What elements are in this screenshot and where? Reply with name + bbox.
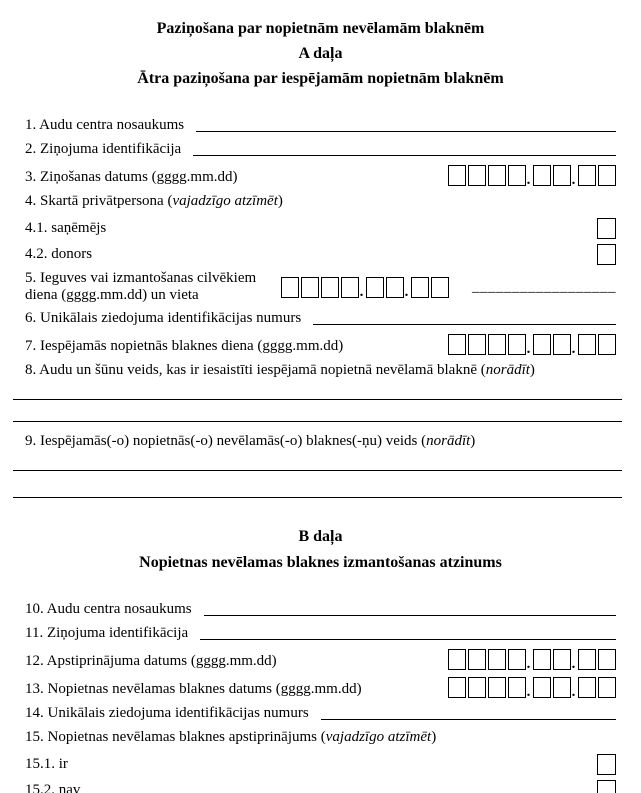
field-row-7 xyxy=(25,334,616,355)
checkbox-15-1[interactable] xyxy=(597,754,616,775)
date-digit-box[interactable] xyxy=(341,277,359,298)
date-input-boxes-13[interactable] xyxy=(448,677,616,698)
date-digit-box[interactable] xyxy=(301,277,319,298)
form-title: Paziņošana par nopietnām nevēlamām blaknēm xyxy=(156,20,485,37)
part-b-subtitle: Nopietnas nevēlamas blaknes izmantošanas atzinums xyxy=(139,554,502,571)
date-digit-box[interactable] xyxy=(598,334,616,355)
date-digit-box[interactable] xyxy=(468,165,486,186)
field-row-8 xyxy=(25,362,616,379)
date-separator-dot xyxy=(404,287,409,298)
date-digit-box[interactable] xyxy=(533,334,551,355)
date-digit-box[interactable] xyxy=(508,334,526,355)
date-digit-box[interactable] xyxy=(578,649,596,670)
field-label-15-2: 15.2. nav xyxy=(25,782,81,793)
field-label-13: 13. Nopietnas nevēlamas blaknes datums (gggg.mm.dd) xyxy=(25,681,362,697)
field-label-3: 3. Ziņošanas datums (gggg.mm.dd) xyxy=(25,169,238,185)
date-digit-box[interactable] xyxy=(386,277,404,298)
answer-line-8-2[interactable] xyxy=(13,421,622,422)
date-separator-dot xyxy=(571,344,576,355)
date-separator-dot xyxy=(359,287,364,298)
section-a-items xyxy=(25,117,616,498)
date-digit-box[interactable] xyxy=(411,277,429,298)
date-digit-box[interactable] xyxy=(281,277,299,298)
field-label-9: 9. Iespējamās(-o) nopietnās(-o) nevēlamās(-o) blaknes(-ņu) veids (norādīt) xyxy=(25,433,476,449)
date-digit-box[interactable] xyxy=(598,677,616,698)
date-digit-box[interactable] xyxy=(533,165,551,186)
field-row-15-1 xyxy=(25,754,616,775)
date-digit-box[interactable] xyxy=(553,165,571,186)
field-label-2: 2. Ziņojuma identifikācija xyxy=(25,141,182,157)
field-input-line-2[interactable] xyxy=(193,141,616,156)
field-row-13 xyxy=(25,677,616,698)
field-label-11: 11. Ziņojuma identifikācija xyxy=(25,625,189,641)
field-row-1 xyxy=(25,117,616,134)
checkbox-4-1[interactable] xyxy=(597,218,616,239)
date-digit-box[interactable] xyxy=(578,334,596,355)
answer-line-9-1[interactable] xyxy=(13,470,622,471)
date-input-boxes-5[interactable] xyxy=(281,277,449,298)
date-digit-box[interactable] xyxy=(508,649,526,670)
field-row-12 xyxy=(25,649,616,670)
field-row-9 xyxy=(25,433,616,450)
date-separator-dot xyxy=(526,344,531,355)
field-label-10: 10. Audu centra nosaukums xyxy=(25,601,192,617)
section-b-items xyxy=(25,601,616,793)
date-digit-box[interactable] xyxy=(508,677,526,698)
date-digit-box[interactable] xyxy=(598,649,616,670)
part-a-label: A daļa xyxy=(298,45,343,62)
date-digit-box[interactable] xyxy=(533,649,551,670)
field-input-line-1[interactable] xyxy=(196,117,616,132)
date-digit-box[interactable] xyxy=(448,334,466,355)
field-input-line-11[interactable] xyxy=(200,625,616,640)
field-label-9-italic: norādīt xyxy=(426,433,471,449)
field-row-3 xyxy=(25,165,616,186)
field-row-14 xyxy=(25,705,616,722)
field-row-4 xyxy=(25,193,616,210)
date-digit-box[interactable] xyxy=(578,165,596,186)
field-label-8: 8. Audu un šūnu veids, kas ir iesaistīti iespējamā nopietnā nevēlamā blaknē (norādīt) xyxy=(25,362,535,378)
field-label-1: 1. Audu centra nosaukums xyxy=(25,117,185,133)
date-input-boxes-7[interactable] xyxy=(448,334,616,355)
field-input-line-14[interactable] xyxy=(321,705,616,720)
field-label-7: 7. Iespējamās nopietnās blaknes diena (gggg.mm.dd) xyxy=(25,338,344,354)
field-label-15-italic: vajadzīgo atzīmēt xyxy=(325,729,432,745)
date-separator-dot xyxy=(526,175,531,186)
date-digit-box[interactable] xyxy=(598,165,616,186)
field-label-6: 6. Unikālais ziedojuma identifikācijas numurs xyxy=(25,310,302,326)
answer-line-8-1[interactable] xyxy=(13,399,622,400)
date-digit-box[interactable] xyxy=(431,277,449,298)
date-separator-dot xyxy=(571,687,576,698)
date-digit-box[interactable] xyxy=(553,677,571,698)
date-input-boxes-3[interactable] xyxy=(448,165,616,186)
date-digit-box[interactable] xyxy=(488,165,506,186)
field-row-11 xyxy=(25,625,616,642)
date-digit-box[interactable] xyxy=(508,165,526,186)
date-digit-box[interactable] xyxy=(321,277,339,298)
field-row-5 xyxy=(25,270,616,304)
field-label-15-1: 15.1. ir xyxy=(25,756,68,772)
field-label-4-italic: vajadzīgo atzīmēt xyxy=(172,193,278,209)
date-digit-box[interactable] xyxy=(468,649,486,670)
checkbox-4-2[interactable] xyxy=(597,244,616,265)
field-row-15-2 xyxy=(25,780,616,793)
date-digit-box[interactable] xyxy=(553,649,571,670)
date-separator-dot xyxy=(571,659,576,670)
section-a-header xyxy=(25,16,616,91)
section-b-header xyxy=(25,524,616,576)
date-digit-box[interactable] xyxy=(488,649,506,670)
field-label-5: 5. Ieguves vai izmantošanas cilvēkiem diena (gggg.mm.dd) un vieta xyxy=(25,270,257,303)
field-row-4-1 xyxy=(25,218,616,239)
field-label-4: 4. Skartā privātpersona (vajadzīgo atzīmēt) xyxy=(25,193,283,209)
place-write-in-line[interactable]: __________________ xyxy=(472,278,616,295)
date-digit-box[interactable] xyxy=(553,334,571,355)
field-label-15: 15. Nopietnas nevēlamas blaknes apstiprinājums (vajadzīgo atzīmēt) xyxy=(25,729,437,745)
answer-line-9-2[interactable] xyxy=(13,497,622,498)
field-label-4-2: 4.2. donors xyxy=(25,246,93,262)
date-separator-dot xyxy=(526,659,531,670)
field-row-4-2 xyxy=(25,244,616,265)
field-row-2 xyxy=(25,141,616,158)
part-a-subtitle: Ātra paziņošana par iespējamām nopietnām blaknēm xyxy=(137,70,504,87)
field-label-12: 12. Apstiprinājuma datums (gggg.mm.dd) xyxy=(25,653,277,669)
checkbox-15-2[interactable] xyxy=(597,780,616,793)
field-row-15 xyxy=(25,729,616,746)
field-label-14: 14. Unikālais ziedojuma identifikācijas numurs xyxy=(25,705,309,721)
field-label-4-1: 4.1. saņēmējs xyxy=(25,220,107,236)
date-digit-box[interactable] xyxy=(533,677,551,698)
date-separator-dot xyxy=(571,175,576,186)
part-b-label: B daļa xyxy=(298,528,343,545)
field-input-line-10[interactable] xyxy=(204,601,616,616)
date-digit-box[interactable] xyxy=(448,165,466,186)
date-separator-dot xyxy=(526,687,531,698)
date-digit-box[interactable] xyxy=(448,649,466,670)
date-digit-box[interactable] xyxy=(448,677,466,698)
date-digit-box[interactable] xyxy=(468,334,486,355)
date-digit-box[interactable] xyxy=(468,677,486,698)
date-digit-box[interactable] xyxy=(488,334,506,355)
date-input-boxes-12[interactable] xyxy=(448,649,616,670)
date-digit-box[interactable] xyxy=(488,677,506,698)
field-row-6 xyxy=(25,310,616,327)
field-row-10 xyxy=(25,601,616,618)
field-input-line-6[interactable] xyxy=(313,310,616,325)
date-digit-box[interactable] xyxy=(578,677,596,698)
date-digit-box[interactable] xyxy=(366,277,384,298)
field-label-8-italic: norādīt xyxy=(485,362,530,378)
